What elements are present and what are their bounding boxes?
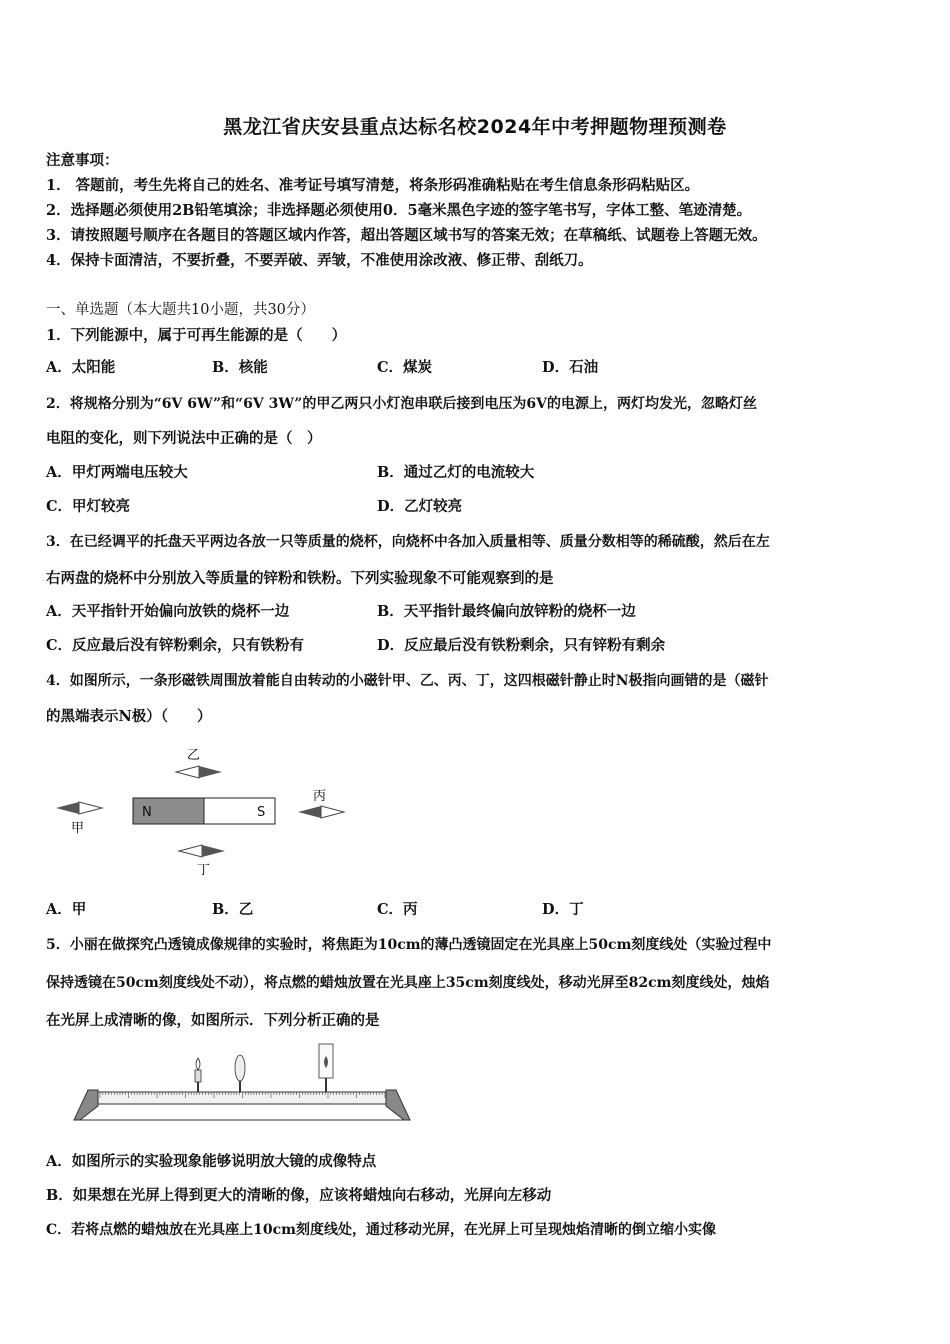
notice-item-2: 2．选择题必须使用2B铅笔填涂；非选择题必须使用0．5毫米黑色字迹的签字笔书写，字体工整、笔迹清楚。 — [46, 202, 752, 219]
needle-jia-label: 甲 — [71, 821, 85, 836]
q3-option-b: B．天平指针最终偏向放锌粉的烧杯一边 — [377, 603, 636, 620]
q5-option-a: A．如图所示的实验现象能够说明放大镜的成像特点 — [46, 1153, 377, 1170]
q1-option-a: A．太阳能 — [46, 359, 116, 376]
q5-stem-2: 保持透镜在50cm刻度线处不动），将点燃的蜡烛放置在光具座上35cm刻度线处，移动光屏至82cm刻度线处，烛焰 — [46, 975, 770, 991]
q1-stem: 1．下列能源中，属于可再生能源的是（ ） — [46, 327, 347, 344]
q4-option-a: A．甲 — [46, 901, 87, 918]
q5-option-c: C．若将点燃的蜡烛放在光具座上10cm刻度线处，通过移动光屏，在光屏上可呈现烛焰清晰的倒立缩小实像 — [46, 1222, 716, 1238]
needle-ding — [179, 845, 225, 857]
q4-stem-2: 的黑端表示N极）（ ） — [46, 708, 212, 725]
page-title: 黑龙江省庆安县重点达标名校2024年中考押题物理预测卷 — [223, 116, 727, 138]
q4-option-b: B．乙 — [212, 901, 254, 918]
q3-option-d: D．反应最后没有铁粉剩余，只有锌粉有剩余 — [377, 637, 666, 654]
q5-stem-3: 在光屏上成清晰的像，如图所示．下列分析正确的是 — [46, 1012, 380, 1029]
convex-lens — [235, 1055, 245, 1092]
needle-jia — [56, 802, 102, 814]
light-screen — [319, 1044, 333, 1092]
q4-option-c: C．丙 — [377, 901, 418, 918]
magnet-figure — [46, 740, 366, 880]
notice-item-1: 1． 答题前，考生先将自己的姓名、准考证号填写清楚，将条形码准确粘贴在考生信息条形码粘贴区。 — [46, 177, 700, 194]
q3-stem-1: 3．在已经调平的托盘天平两边各放一只等质量的烧杯，向烧杯中各加入质量相等、质量分数相等的稀硫酸，然后在左 — [46, 534, 770, 550]
q3-stem-2: 右两盘的烧杯中分别放入等质量的锌粉和铁粉。下列实验现象不可能观察到的是 — [46, 570, 554, 587]
needle-bing — [298, 806, 344, 818]
magnet-s-label: S — [257, 805, 266, 820]
needle-yi-label: 乙 — [187, 748, 201, 763]
optical-bench-figure — [70, 1040, 415, 1124]
q3-option-c: C．反应最后没有锌粉剩余，只有铁粉有 — [46, 637, 305, 654]
bench-left-foot — [74, 1090, 98, 1120]
notice-item-4: 4．保持卡面清洁，不要折叠，不要弄破、弄皱，不准使用涂改液、修正带、刮纸刀。 — [46, 252, 593, 269]
q2-stem-1: 2．将规格分别为“6V 6W”和“6V 3W”的甲乙两只小灯泡串联后接到电压为6V的电源上，两灯均发光，忽略灯丝 — [46, 396, 757, 412]
needle-yi — [176, 766, 222, 778]
q4-option-d: D．丁 — [542, 901, 584, 918]
notice-heading: 注意事项： — [46, 152, 119, 169]
needle-ding-label: 丁 — [197, 863, 211, 878]
notice-item-3: 3．请按照题号顺序在各题目的答题区域内作答，超出答题区域书写的答案无效；在草稿纸、试题卷上答题无效。 — [46, 227, 767, 244]
q2-stem-2: 电阻的变化，则下列说法中正确的是（ ） — [46, 430, 322, 447]
q2-option-c: C．甲灯较亮 — [46, 498, 131, 515]
q5-stem-1: 5．小丽在做探究凸透镜成像规律的实验时，将焦距为10cm的薄凸透镜固定在光具座上50cm刻度线处（实验过程中 — [46, 937, 772, 953]
needle-bing-label: 丙 — [313, 789, 327, 804]
q4-stem-1: 4．如图所示，一条形磁铁周围放着能自由转动的小磁针甲、乙、丙、丁，这四根磁针静止时N极指向画错的是（磁针 — [46, 673, 769, 689]
section-heading: 一、单选题（本大题共10小题，共30分） — [46, 302, 315, 318]
q2-option-b: B．通过乙灯的电流较大 — [377, 464, 535, 481]
q2-option-a: A．甲灯两端电压较大 — [46, 464, 188, 481]
q2-option-d: D．乙灯较亮 — [377, 498, 463, 515]
candle — [195, 1058, 201, 1092]
q1-option-d: D．石油 — [542, 359, 599, 376]
q1-option-b: B．核能 — [212, 359, 268, 376]
bench-right-foot — [386, 1090, 410, 1120]
q5-option-b: B．如果想在光屏上得到更大的清晰的像，应该将蜡烛向右移动，光屏向左移动 — [46, 1187, 552, 1204]
q3-option-a: A．天平指针开始偏向放铁的烧杯一边 — [46, 603, 290, 620]
magnet-n-label: N — [142, 805, 152, 820]
q1-option-c: C．煤炭 — [377, 359, 433, 376]
